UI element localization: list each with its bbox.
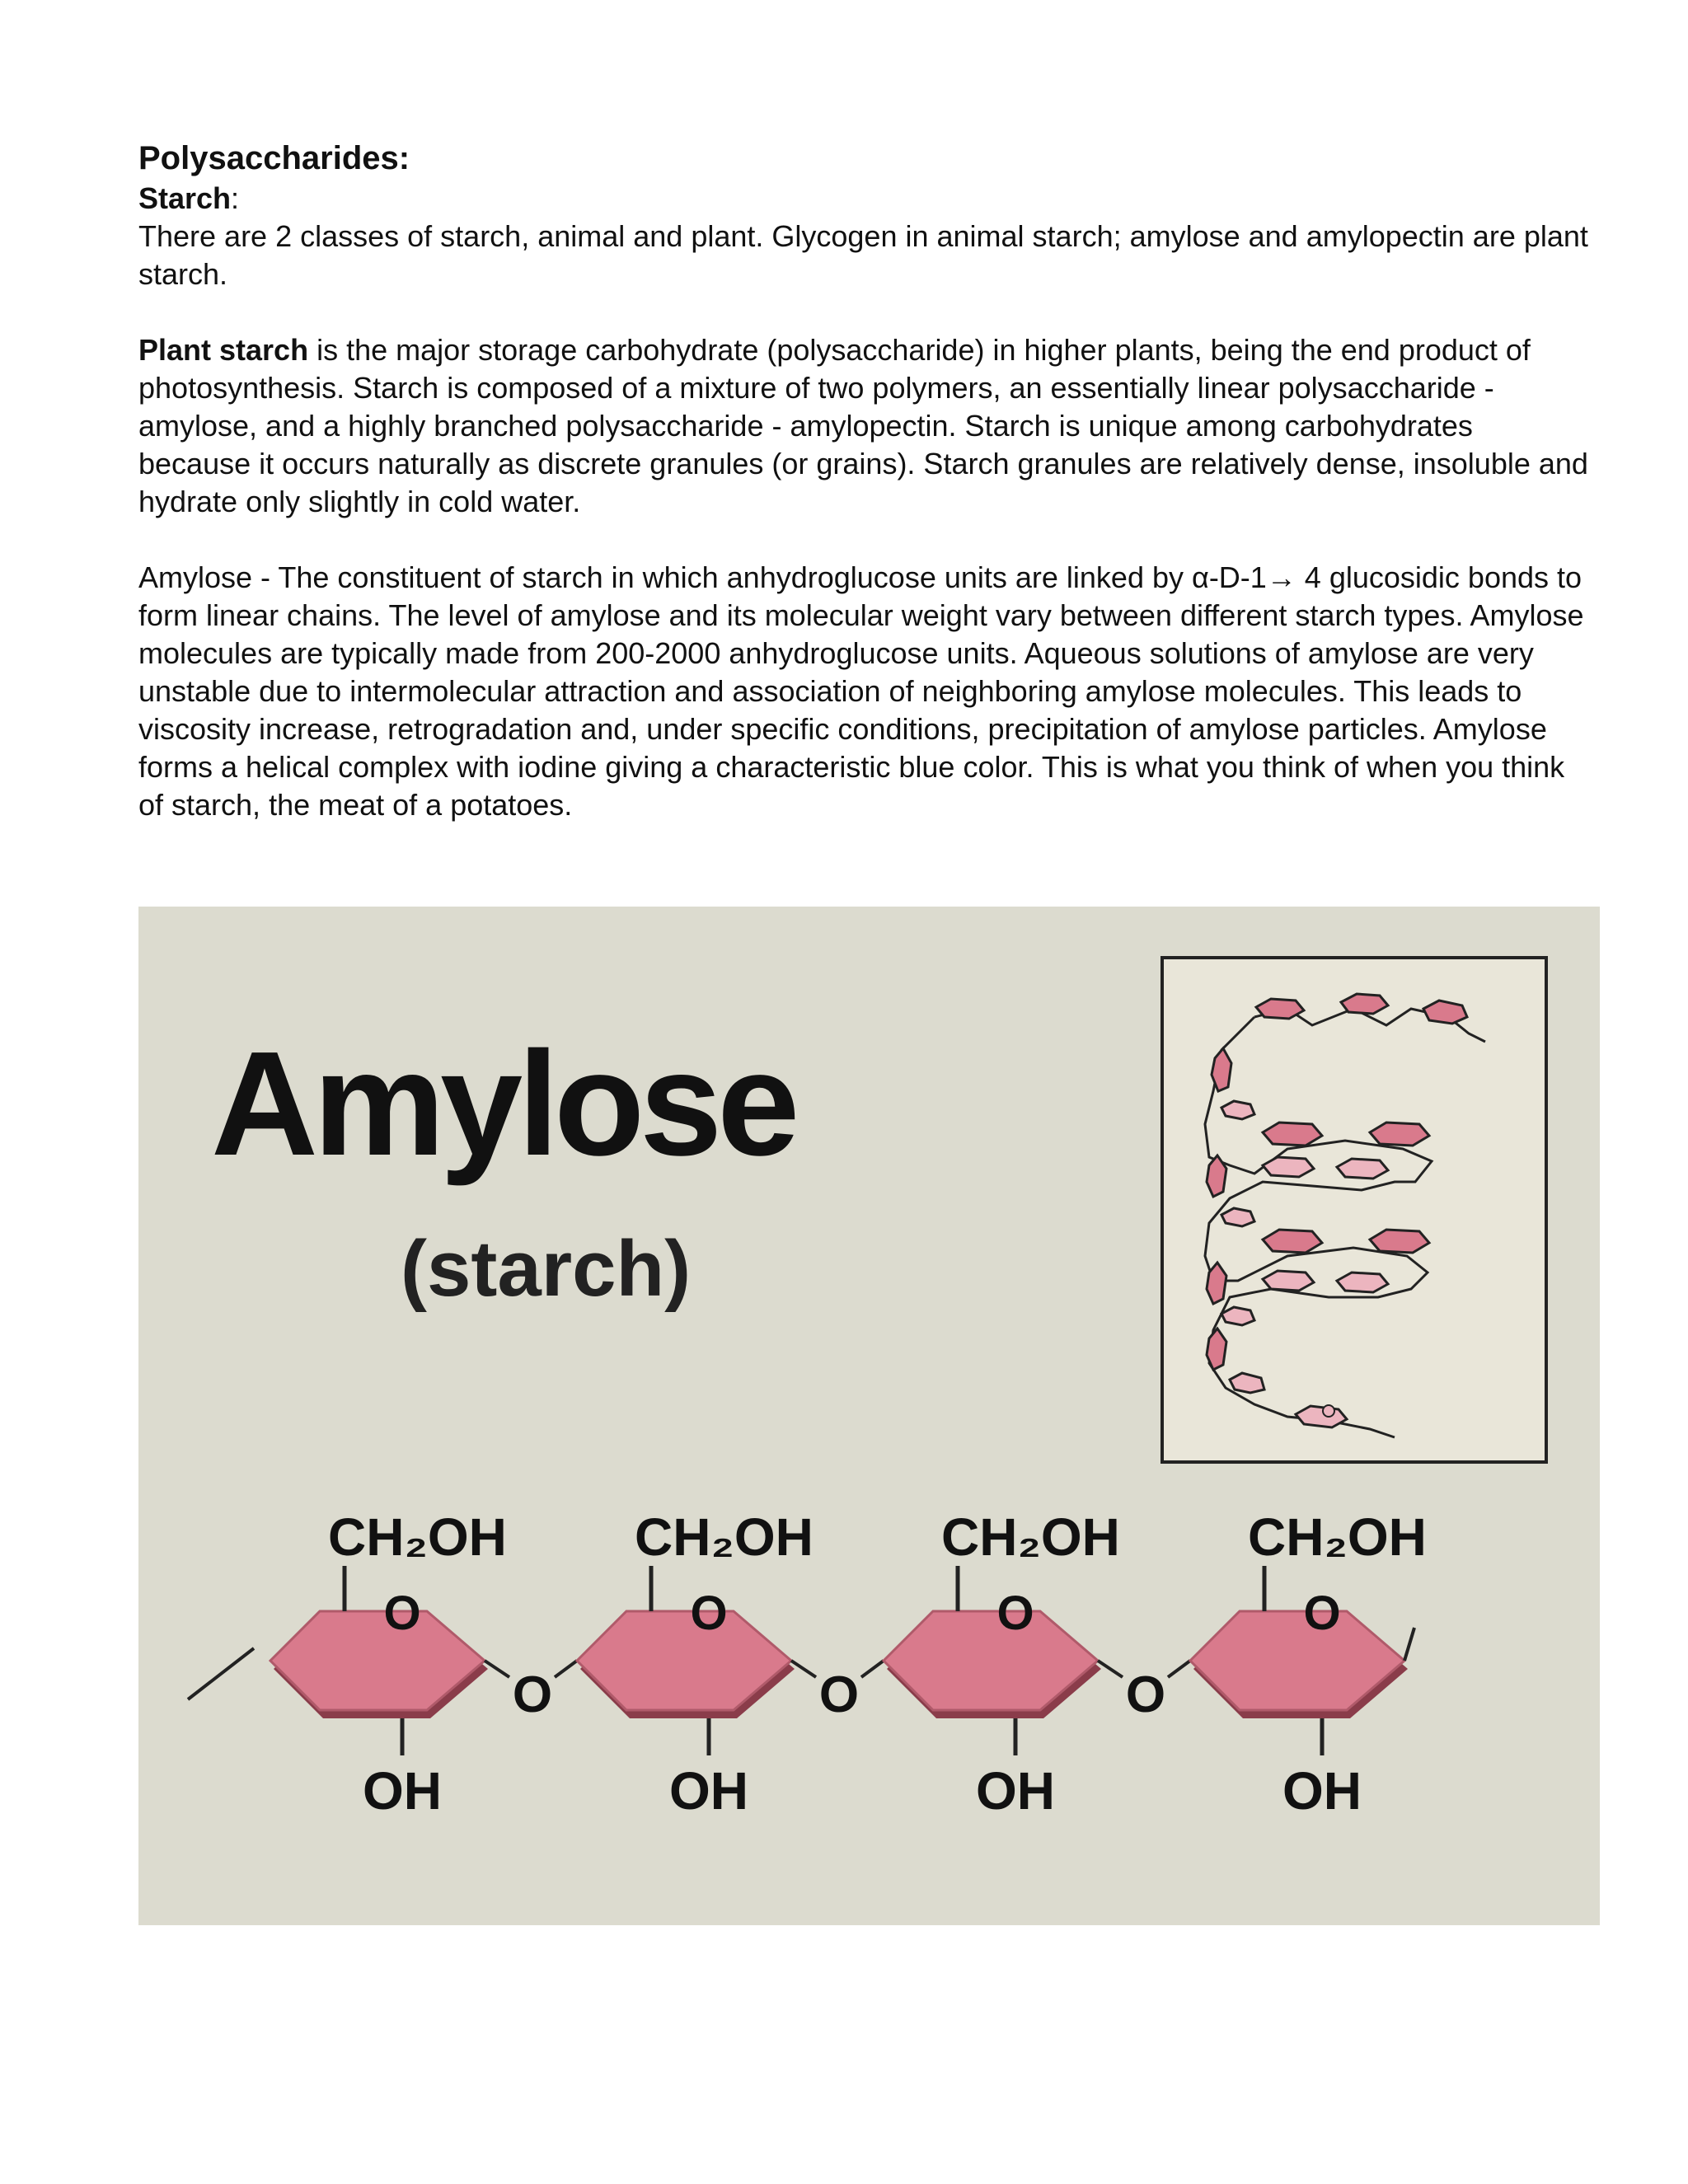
helix-inset [1160, 956, 1548, 1464]
chain-end-bond [1404, 1628, 1414, 1661]
figure-title: Amylose [211, 1021, 795, 1187]
figure-subtitle: (starch) [401, 1225, 692, 1313]
amylose-helix-diagram [1164, 959, 1545, 1460]
ring-oxygen-label: O [996, 1586, 1034, 1640]
starch-heading-line [138, 180, 1589, 218]
starch-heading-colon: : [231, 181, 240, 215]
ring-oxygen-label: O [1303, 1586, 1341, 1640]
amylose-paragraph: Amylose - The constituent of starch in which anhydroglucose units are linked by α-D-1→ 4 glucosidic bonds to form linear chains. The level of amylose and its molecular weight vary between different starch types. Amylose molecules are typically made from 200-2000 anhydroglucose units. Aqueous solutions of amylose are very unstable due to intermolecular attraction and association of neighboring amylose molecules. This leads to viscosity increase, retrogradation and, under specific conditions, precipitation of amylose particles. Amylose forms a helical complex with iodine giving a characteristic blue color. This is what you think of when you think of starch, the meat of a potatoes. [138, 560, 1584, 822]
starch-intro-paragraph: There are 2 classes of starch, animal and plant. Glycogen in animal starch; amylose and amylopectin are plant starch. [138, 219, 1588, 291]
ch2oh-label: CH₂OH [635, 1507, 814, 1567]
glycosidic-oxygen-label: O [818, 1666, 860, 1723]
page-title: Polysaccharides: [138, 140, 410, 176]
glycosidic-bond [485, 1661, 509, 1677]
oh-label: OH [363, 1761, 442, 1821]
ring-oxygen-label: O [383, 1586, 421, 1640]
glycosidic-bond [861, 1661, 884, 1677]
oh-label: OH [976, 1761, 1055, 1821]
glycosidic-bond [555, 1661, 577, 1677]
glycosidic-bond [1168, 1661, 1190, 1677]
oh-label: OH [1282, 1761, 1362, 1821]
oh-label: OH [669, 1761, 748, 1821]
ch2oh-label: CH₂OH [941, 1507, 1120, 1567]
plant-starch-text: is the major storage carbohydrate (polysaccharide) in higher plants, being the end product of photosynthesis. Starch is composed of a mixture of two polymers, an essentially linear polysaccharide -amylose, and a highly branched polysaccharide - amylopectin. Starch is unique among carbohydrates because it occurs naturally as discrete granules (or grains). Starch granules are relatively dense, insoluble and hydrate only slightly in cold water. [138, 333, 1588, 518]
plant-starch-paragraph [138, 331, 1589, 521]
amylose-figure [138, 907, 1600, 1925]
glycosidic-oxygen-label: O [1125, 1666, 1166, 1723]
ch2oh-label: CH₂OH [328, 1507, 507, 1567]
ring-oxygen-label: O [690, 1586, 728, 1640]
starch-heading: Starch [138, 181, 232, 215]
ch2oh-label: CH₂OH [1248, 1507, 1427, 1567]
glycosidic-bond [1098, 1661, 1123, 1677]
amylose-chain-diagram [138, 1483, 1600, 1896]
document-body [138, 137, 1589, 824]
glycosidic-oxygen-label: O [512, 1666, 553, 1723]
plant-starch-label: Plant starch [138, 333, 309, 367]
chain-start-bond [188, 1648, 254, 1699]
glycosidic-bond [791, 1661, 816, 1677]
